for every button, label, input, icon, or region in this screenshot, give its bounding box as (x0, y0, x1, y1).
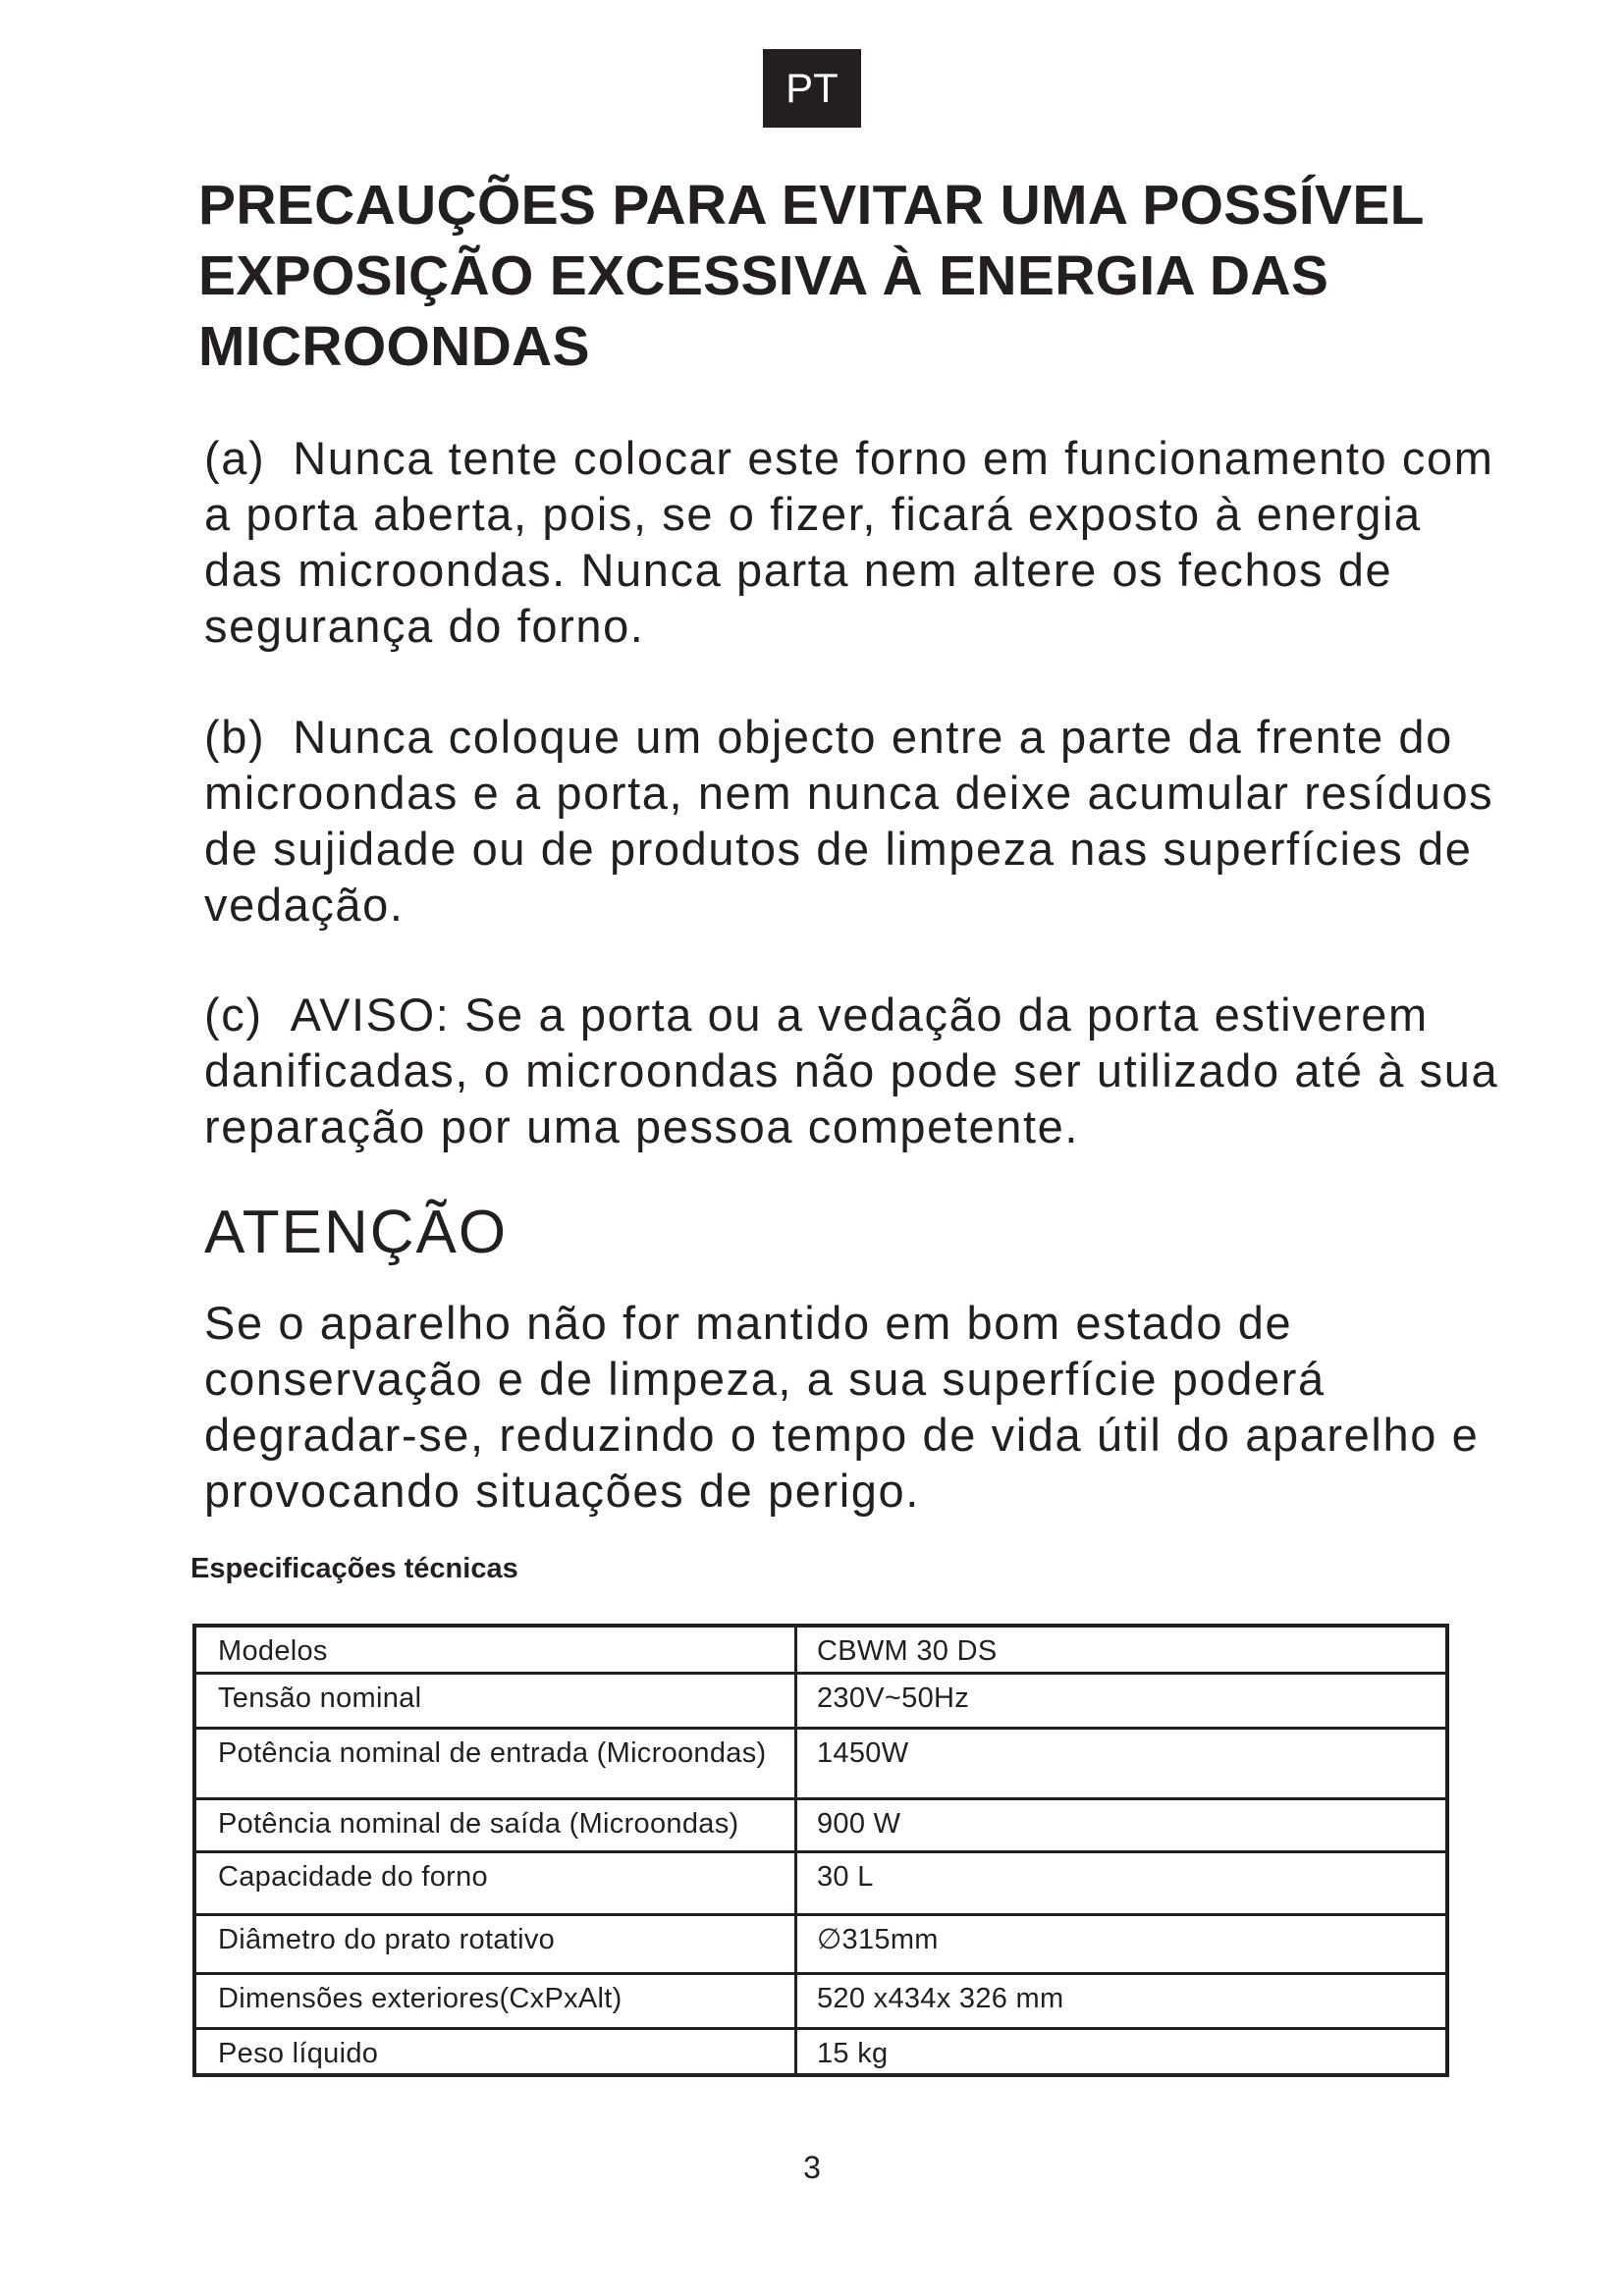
spec-label-models: Modelos (194, 1626, 796, 1673)
specs-table (192, 1624, 1449, 2077)
table-row (194, 1798, 1447, 1851)
spec-value-weight: 15 kg (796, 2028, 1448, 2075)
spec-label-dimensions: Dimensões exteriores(CxPxAlt) (194, 1973, 796, 2028)
language-badge: PT (763, 49, 861, 128)
precaution-b-label: (b) (204, 711, 266, 763)
table-row (194, 1626, 1447, 1673)
precaution-b-text: Nunca coloque um objecto entre a parte da frente do microondas e a porta, nem nunca deixe acumular resíduos de sujidade ou de produtos de limpeza nas superfícies de vedação. (204, 711, 1494, 931)
specs-heading: Especificações técnicas (190, 1553, 518, 1584)
spec-value-capacity: 30 L (796, 1851, 1448, 1914)
table-row (194, 1728, 1447, 1798)
precaution-a-text: Nunca tente colocar este forno em funcionamento com a porta aberta, pois, se o fizer, ficará exposto à energia das microondas. Nunca parta nem altere os fechos de segurança do forno. (204, 432, 1494, 652)
spec-label-output-power: Potência nominal de saída (Microondas) (194, 1798, 796, 1851)
spec-value-voltage: 230V~50Hz (796, 1673, 1448, 1728)
spec-label-voltage: Tensão nominal (194, 1673, 796, 1728)
spec-label-capacity: Capacidade do forno (194, 1851, 796, 1914)
spec-value-output-power: 900 W (796, 1798, 1448, 1851)
spec-label-turntable: Diâmetro do prato rotativo (194, 1914, 796, 1973)
attention-text: Se o aparelho não for mantido em bom estado de conservação e de limpeza, a sua superfície poderá degradar-se, reduzindo o tempo de vida útil do aparelho e provocando situações de perigo. (204, 1297, 1480, 1517)
table-row (194, 1851, 1447, 1914)
precaution-c-label: (c) (204, 988, 263, 1041)
spec-value-input-power: 1450W (796, 1728, 1448, 1798)
spec-value-models: CBWM 30 DS (796, 1626, 1448, 1673)
page-number: 3 (803, 2150, 821, 2185)
table-row (194, 1673, 1447, 1728)
table-row (194, 1914, 1447, 1973)
precaution-c (204, 987, 1500, 1154)
page-title: PRECAUÇÕES PARA EVITAR UMA POSSÍVEL EXPOSIÇÃO EXCESSIVA À ENERGIA DAS MICROONDAS (198, 174, 1424, 378)
table-row (194, 2028, 1447, 2075)
spec-value-dimensions: 520 x434x 326 mm (796, 1973, 1448, 2028)
spec-value-turntable: ∅315mm (796, 1914, 1448, 1973)
precaution-b (204, 709, 1500, 933)
spec-label-input-power: Potência nominal de entrada (Microondas) (194, 1728, 796, 1798)
attention-heading: ATENÇÃO (204, 1199, 509, 1266)
precaution-a (204, 430, 1500, 654)
table-row (194, 1973, 1447, 2028)
precaution-a-label: (a) (204, 432, 266, 484)
spec-label-weight: Peso líquido (194, 2028, 796, 2075)
precaution-c-text: AVISO: Se a porta ou a vedação da porta estiverem danificadas, o microondas não pode ser utilizado até à sua reparação por uma pessoa competente. (204, 988, 1499, 1152)
